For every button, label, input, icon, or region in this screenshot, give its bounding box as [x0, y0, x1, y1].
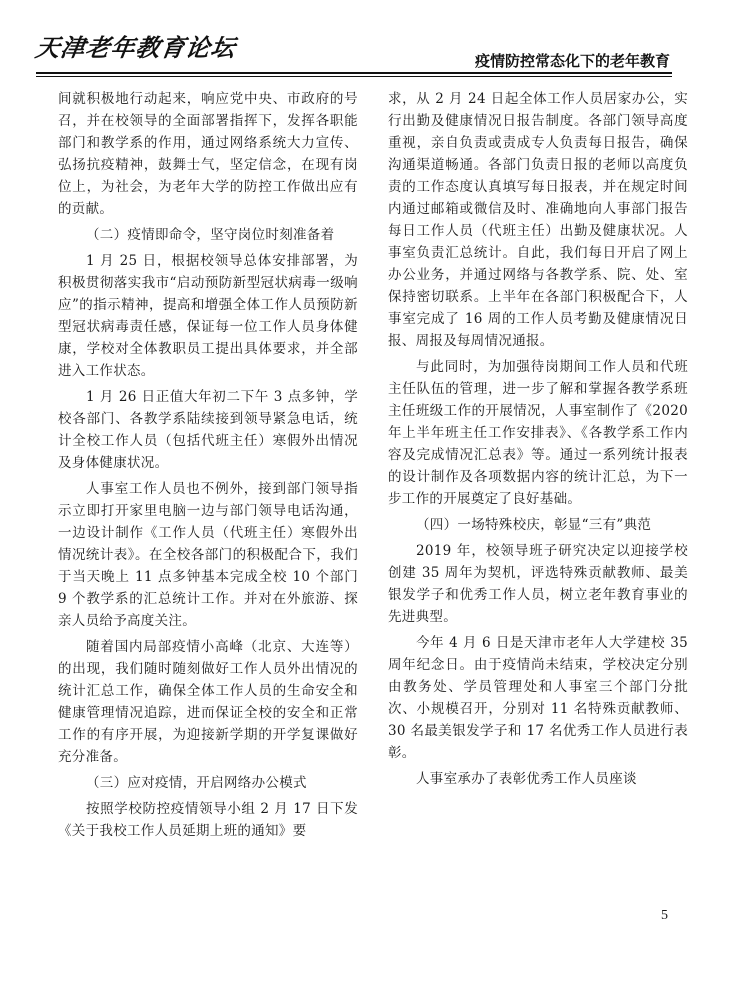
- page-header: [0, 0, 730, 76]
- body-paragraph: 按照学校防控疫情领导小组 2 月 17 日下发《关于我校工作人员延期上班的通知》要: [58, 801, 358, 839]
- body-paragraph: 间就积极地行动起来，响应党中央、市政府的号召，并在校领导的全面部署指挥下，发挥各职能部门和教学系的作用，通过网络系统大力宣传、弘扬抗疫精神，鼓舞士气，坚定信念，在现有岗位上，为社会，为老年大学的防控工作做出应有的贡献。: [58, 91, 358, 217]
- body-paragraph: 1 月 25 日，根据校领导总体安排部署，为积极贯彻落实我市“启动预防新型冠状病毒一级响应”的指示精神，提高和增强全体工作人员预防新型冠状病毒责任感，保证每一位工作人员身体健康，学校对全体教职员工提出具体要求，并全部进入工作状态。: [58, 253, 358, 379]
- body-paragraph: 求，从 2 月 24 日起全体工作人员居家办公，实行出勤及健康情况日报告制度。各部门领导高度重视，亲自负责或责成专人负责每日报告，确保沟通渠道畅通。各部门负责日报的老师以高度负责的工作态度认真填写每日报表，并在规定时间内通过邮箱或微信及时、准确地向人事部门报告每日工作人员（代班主任）出勤及健康状况。人事室负责汇总统计。自此，我们每日开启了网上办公业务，并通过网络与各教学系、院、处、室保持密切联系。上半年在各部门积极配合下，人事室完成了 16 周的工作人员考勤及健康情况日报、周报及每周情况通报。: [388, 91, 688, 349]
- body-paragraph: 人事室工作人员也不例外，接到部门领导指示立即打开家里电脑一边与部门领导电话沟通，一边设计制作《工作人员（代班主任）寒假外出情况统计表》。在全校各部门的积极配合下，我们于当天晚上 11 点多钟基本完成全校 10 个部门 9 个教学系的汇总统计工作。并对在外旅游、探亲人员给予高度关注。: [58, 481, 358, 629]
- section-heading: （四）一场特殊校庆，彰显“三有”典范: [416, 517, 652, 533]
- page-number: 5: [661, 908, 668, 923]
- body-paragraph: 1 月 26 日正值大年初二下午 3 点多钟，学校各部门、各教学系陆续接到领导紧急电话，统计全校工作人员（包括代班主任）寒假外出情况及身体健康状况。: [58, 389, 358, 471]
- section-heading: （二）疫情即命令，坚守岗位时刻准备着: [86, 227, 335, 243]
- body-paragraph: 人事室承办了表彰优秀工作人员座谈: [416, 771, 637, 787]
- journal-logo: 天津老年教育论坛: [33, 33, 238, 62]
- right-column: [388, 88, 688, 794]
- section-heading: （三）应对疫情，开启网络办公模式: [86, 775, 307, 791]
- header-rule-thick: [36, 72, 672, 74]
- left-column: [58, 88, 358, 846]
- body-paragraph: 随着国内局部疫情小高峰（北京、大连等）的出现，我们随时随刻做好工作人员外出情况的统计汇总工作，确保全体工作人员的生命安全和健康管理情况追踪，进而保证全校的安全和正常工作的有序开展，为迎接新学期的开学复课做好充分准备。: [58, 639, 358, 765]
- header-rule-thin: [36, 76, 672, 77]
- body-paragraph: 2019 年，校领导班子研究决定以迎接学校创建 35 周年为契机，评选特殊贡献教师、最美银发学子和优秀工作人员，树立老年教育事业的先进典型。: [388, 543, 688, 625]
- body-paragraph: 今年 4 月 6 日是天津市老年人大学建校 35 周年纪念日。由于疫情尚未结束，学校决定分别由教务处、学员管理处和人事室三个部门分批次、小规模召开，分别对 11 名特殊贡献教师、30 名最美银发学子和 17 名优秀工作人员进行表彰。: [388, 635, 688, 761]
- body-paragraph: 与此同时，为加强待岗期间工作人员和代班主任队伍的管理，进一步了解和掌握各教学系班主任班级工作的开展情况，人事室制作了《2020 年上半年班主任工作安排表》、《各教学系工作内容及完成情况汇总表》等。通过一系列统计报表的设计制作及各项数据内容的统计汇总，为下一步工作的开展奠定了良好基础。: [388, 359, 688, 507]
- section-title: 疫情防控常态化下的老年教育: [474, 52, 670, 70]
